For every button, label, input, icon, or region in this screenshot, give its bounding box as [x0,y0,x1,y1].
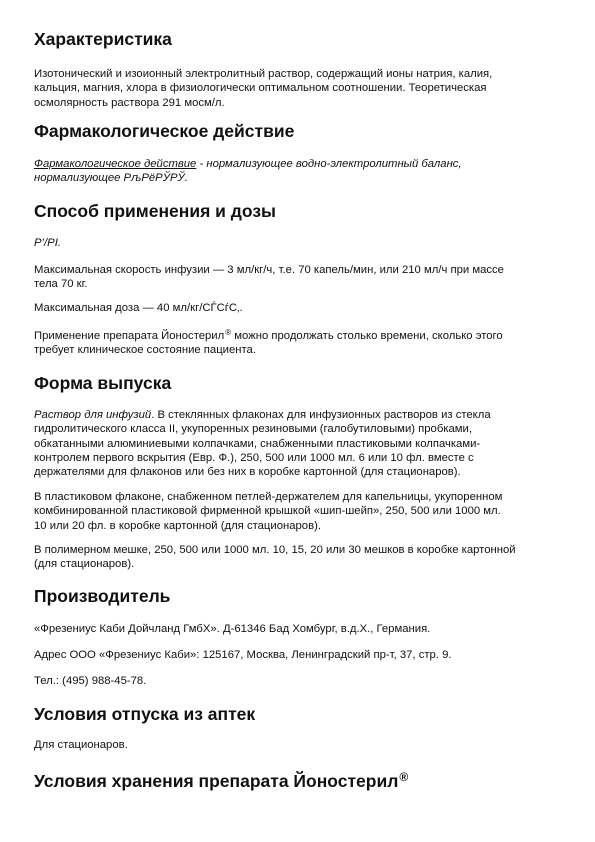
heading-characteristic: Характеристика [34,29,172,49]
usage-line1-before: Применение препарата Йоностерил [34,330,225,342]
dosage-max-speed [34,263,564,292]
form-paragraph-3 [34,543,564,572]
text-line: 10 или 20 фл. в коробке картонной (для стационаров). [34,519,321,532]
dispensing-text [34,738,564,752]
text-line: «Фрезениус Каби Дойчланд ГмбХ». Д-61346 Бад Хомбург, в.д.Х., Германия. [34,623,431,635]
text-line: нормализующее РљРёРЎРЎ. [34,172,188,185]
text-line: В полимерном мешке, 250, 500 или 1000 мл. 10, 15, 20 или 30 мешков в коробке картонной [34,544,516,556]
pharmacology-term: Фармакологическое действие [34,158,197,170]
text-line: тела 70 кг. [34,278,88,291]
text-line [34,408,564,422]
characteristic-text [34,67,564,110]
text-line [34,157,564,171]
text-line: обкатанными алюминиевыми колпачками, снабженными пластиковыми колпачками- [34,437,481,450]
heading-pharmacology: Фармакологическое действие [34,121,295,141]
form-paragraph-2 [34,490,564,533]
form-term: Раствор для инфузий [34,409,152,421]
dosage-route [34,236,564,250]
dosage-usage [34,329,564,358]
text-line: Изотонический и изоионный электролитный раствор, содержащий ионы натрия, калия, [34,68,493,80]
text-line: Тел.: (495) 988-45-78. [34,675,147,687]
pharmacology-line1-rest: - нормализующее водно-электролитный баланс, [196,158,462,170]
text-line: В пластиковом флаконе, снабженном петлей-держателем для капельницы, укупоренном [34,491,503,503]
manufacturer-company [34,622,564,636]
heading-manufacturer: Производитель [34,586,171,606]
text-line: требует клиническое состояние пациента. [34,344,256,357]
text-line: Максимальная доза — 40 мл/кг/СЃСѓС‚. [34,302,243,314]
text-line [34,329,564,343]
manufacturer-address [34,648,564,662]
manufacturer-phone [34,674,564,688]
pharmacology-text [34,157,564,186]
registered-mark: ® [399,770,409,784]
text-line: (для стационаров). [34,558,135,571]
text-line: Для стационаров. [34,739,128,751]
text-line: Максимальная скорость инфузии — 3 мл/кг/ч, т.е. 70 капель/мин, или 210 мл/ч при массе [34,264,504,276]
text-line: Адрес ООО «Фрезениус Каби»: 125167, Москва, Ленинградский пр-т, 37, стр. 9. [34,649,452,661]
usage-line1-after: можно продолжать столько времени, сколько этого [231,330,503,342]
text-line: осмолярность раствора 291 мосм/л. [34,96,225,109]
heading-form: Форма выпуска [34,373,172,393]
heading-dispensing: Условия отпуска из аптек [34,704,256,724]
dosage-max-dose [34,301,564,315]
text-line: кальция, магния, хлора в физиологически оптимальном соотношении. Теоретическая [34,82,487,95]
text-line: гидролитического класса II, укупоренных резиновыми (галобутиловыми) пробками, [34,423,473,436]
storage-heading-text: Условия хранения препарата Йоностерил [34,771,399,791]
form-paragraph-1 [34,408,564,479]
heading-storage [34,771,408,792]
text-line: контролем первого вскрытия (Евр. Ф.), 250, 500 или 1000 мл. 6 или 10 фл. вместе с [34,451,474,464]
form-line1-rest: . В стеклянных флаконах для инфузионных растворов из стекла [151,409,491,421]
text-line: комбинированной пластиковой фирменной крышкой «шип-шейп», 250, 500 или 1000 мл. [34,505,501,518]
text-line: держателями для флаконов или без них в коробке картонной (для стационаров). [34,466,461,479]
heading-dosage: Способ применения и дозы [34,201,276,221]
registered-mark: ® [225,328,232,337]
text-line: Р’/РІ. [34,237,61,249]
